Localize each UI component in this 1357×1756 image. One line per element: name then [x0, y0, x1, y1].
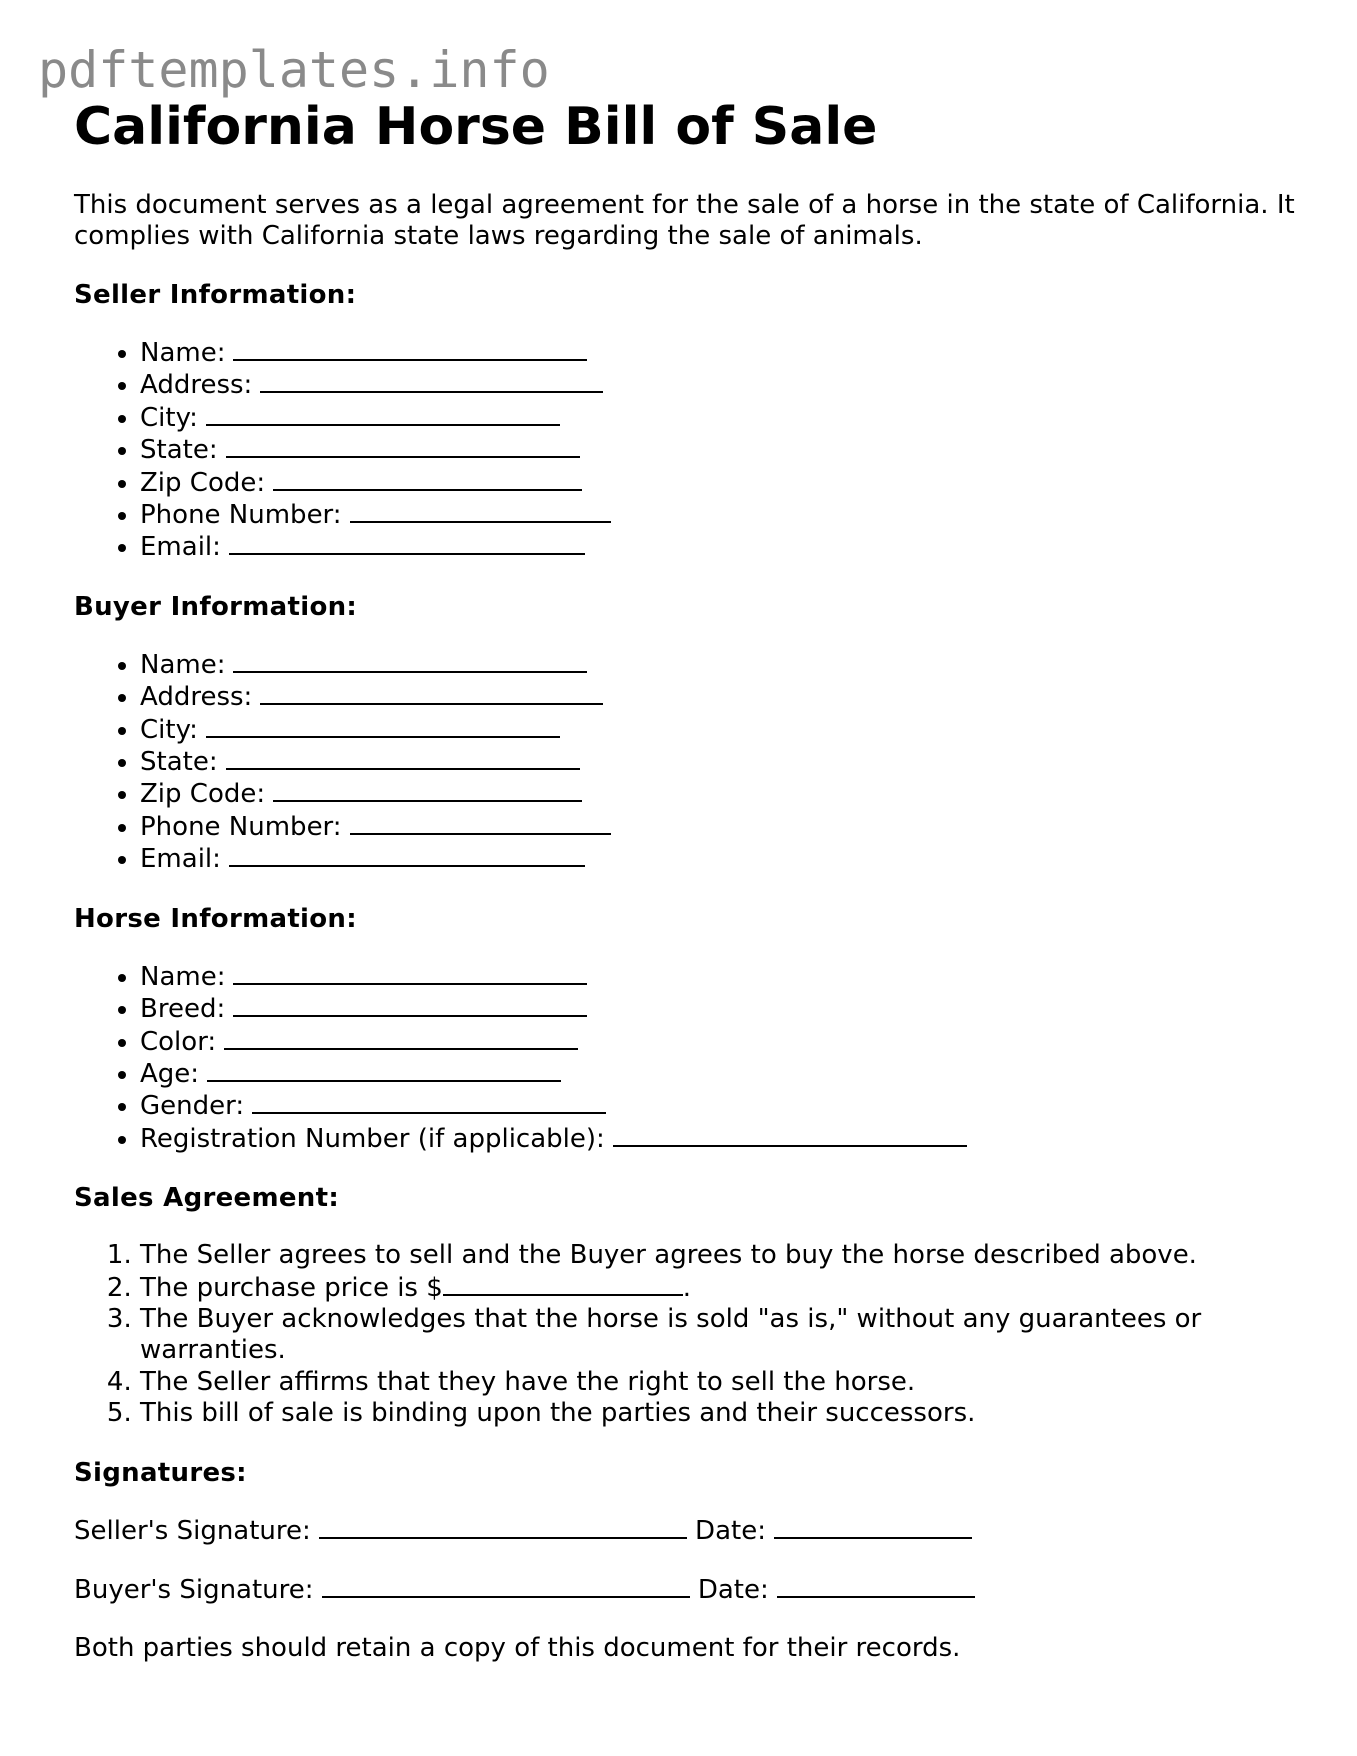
blank-line	[260, 681, 603, 705]
list-item: • City:	[140, 402, 1304, 434]
blank-line	[229, 843, 585, 867]
list-item: 3. The Buyer acknowledges that the horse is sold "as is," without any guarantees or warranties.	[140, 1304, 1304, 1367]
seller-signature-line: Seller's Signature: Date:	[74, 1515, 1304, 1547]
list-item: 1. The Seller agrees to sell and the Buyer agrees to buy the horse described above.	[140, 1240, 1304, 1271]
list-item: 5. This bill of sale is binding upon the parties and their successors.	[140, 1398, 1304, 1429]
list-item: • Age:	[140, 1058, 1304, 1090]
list-item: • Breed:	[140, 993, 1304, 1025]
list-item: 4. The Seller affirms that they have the right to sell the horse.	[140, 1367, 1304, 1398]
blank-line	[206, 714, 560, 738]
blank-line	[260, 369, 603, 393]
price-blank-line	[443, 1272, 683, 1296]
list-item: • Name:	[140, 337, 1304, 369]
blank-line	[229, 531, 585, 555]
blank-line	[350, 811, 611, 835]
horse-fields	[74, 961, 1304, 1155]
blank-line	[206, 402, 560, 426]
blank-line	[613, 1123, 967, 1147]
blank-line	[322, 1574, 690, 1598]
list-item: • Zip Code:	[140, 467, 1304, 499]
blank-line	[233, 649, 587, 673]
list-item: • Email:	[140, 531, 1304, 563]
blank-line	[233, 993, 587, 1017]
blank-line	[233, 337, 587, 361]
blank-line	[319, 1515, 687, 1539]
list-item: • Color:	[140, 1026, 1304, 1058]
list-item: • Email:	[140, 843, 1304, 875]
list-item: • Zip Code:	[140, 778, 1304, 810]
seller-fields	[74, 337, 1304, 564]
list-item: • Phone Number:	[140, 499, 1304, 531]
signatures-heading: Signatures:	[74, 1457, 247, 1488]
list-item: • Phone Number:	[140, 811, 1304, 843]
page-title: California Horse Bill of Sale	[74, 97, 878, 157]
list-item: • Name:	[140, 961, 1304, 993]
list-item: 2. The purchase price is $ .	[140, 1272, 1304, 1304]
agreement-terms	[74, 1240, 1304, 1429]
blank-line	[350, 499, 611, 523]
blank-line	[273, 467, 582, 491]
horse-heading: Horse Information:	[74, 903, 357, 934]
blank-line	[226, 746, 580, 770]
watermark: pdftemplates.info	[38, 41, 550, 99]
list-item: • Name:	[140, 649, 1304, 681]
buyer-fields	[74, 649, 1304, 876]
list-item: • State:	[140, 746, 1304, 778]
blank-line	[774, 1515, 972, 1539]
agreement-heading: Sales Agreement:	[74, 1183, 340, 1214]
list-item: • Gender:	[140, 1090, 1304, 1122]
blank-line	[224, 1026, 578, 1050]
blank-line	[233, 961, 587, 985]
blank-line	[252, 1090, 606, 1114]
blank-line	[273, 778, 582, 802]
footer-note: Both parties should retain a copy of this document for their records.	[74, 1632, 961, 1663]
list-item: • State:	[140, 434, 1304, 466]
intro-paragraph: This document serves as a legal agreement for the sale of a horse in the state of California. It complies with California state laws regarding the sale of animals.	[74, 190, 1295, 251]
list-item: • Address:	[140, 369, 1304, 401]
list-item: • Registration Number (if applicable):	[140, 1123, 1304, 1155]
blank-line	[777, 1574, 975, 1598]
blank-line	[226, 434, 580, 458]
seller-heading: Seller Information:	[74, 280, 357, 310]
list-item: • Address:	[140, 681, 1304, 713]
blank-line	[207, 1058, 561, 1082]
list-item: • City:	[140, 714, 1304, 746]
buyer-signature-line: Buyer's Signature: Date:	[74, 1574, 1304, 1606]
document-page	[74, 96, 1304, 1664]
buyer-heading: Buyer Information:	[74, 591, 358, 622]
